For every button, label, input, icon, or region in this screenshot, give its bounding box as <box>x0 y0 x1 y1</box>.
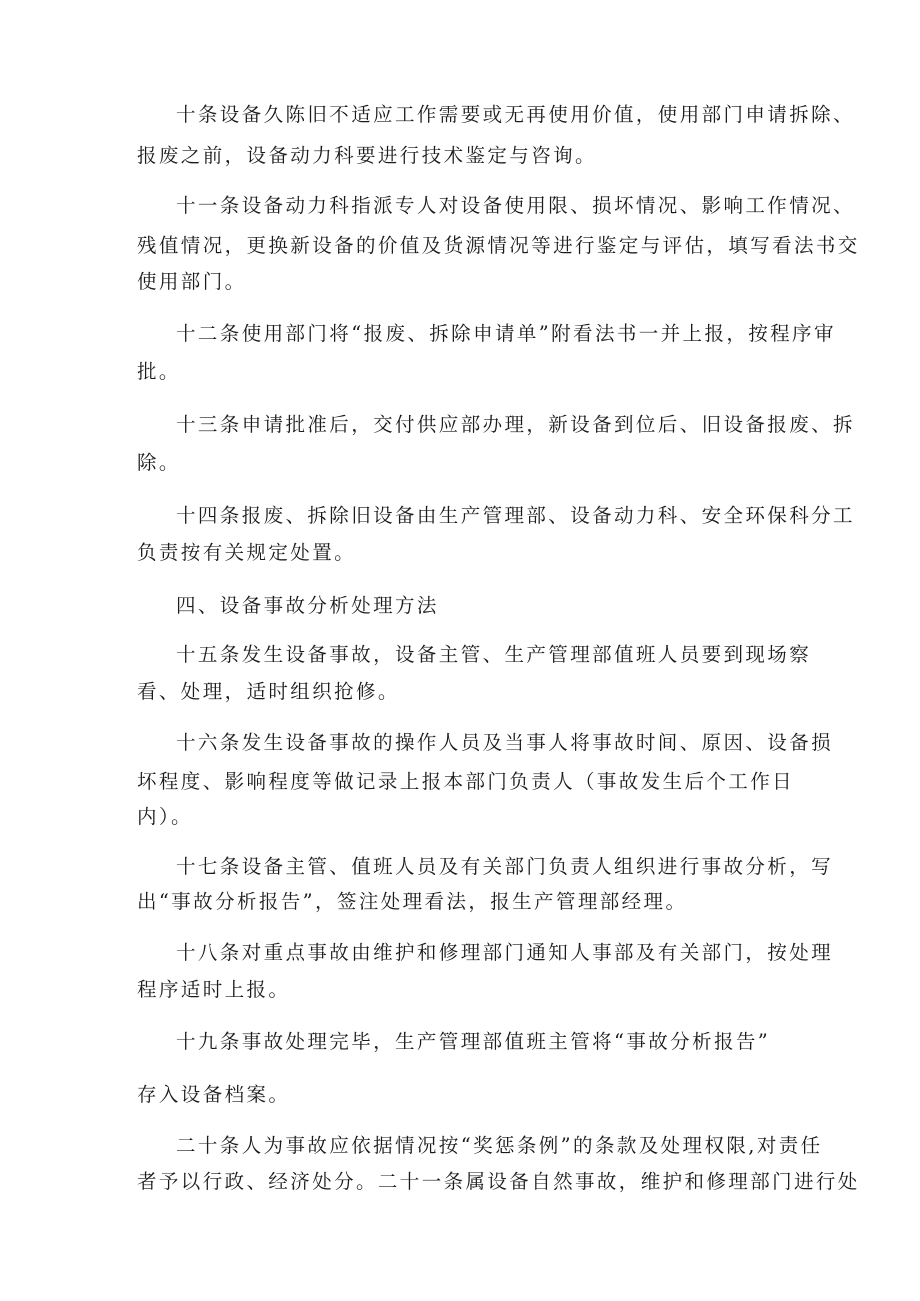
text-line: 残值情况，更换新设备的价值及货源情况等进行鉴定与评估，填写看法书交 <box>137 234 860 257</box>
text-line: 十条设备久陈旧不适应工作需要或无再使用价值，使用部门申请拆除、 <box>176 103 855 126</box>
text-line: 十八条对重点事故由维护和修理部门通知人事部及有关部门，按处理 <box>176 941 834 964</box>
text-line: 看、处理，适时组织抢修。 <box>137 680 400 703</box>
text-line: 坏程度、影响程度等做记录上报本部门负责人（事故发生后个工作日 <box>137 770 795 793</box>
text-line: 十三条申请批准后，交付供应部办理，新设备到位后、旧设备报废、拆 <box>176 413 855 436</box>
text-line: 报废之前，设备动力科要进行技术鉴定与咨询。 <box>137 144 597 167</box>
text-line: 二十条人为事故应依据情况按“奖惩条例”的条款及处理权限,对责任 <box>176 1134 823 1157</box>
text-line: 十四条报废、拆除旧设备由生产管理部、设备动力科、安全环保科分工 <box>176 504 855 527</box>
text-line: 存入设备档案。 <box>137 1083 291 1106</box>
text-line: 除。 <box>137 451 181 474</box>
text-line: 十九条事故处理完毕，生产管理部值班主管将“事故分析报告” <box>176 1030 771 1053</box>
text-line: 十一条设备动力科指派专人对设备使用限、损坏情况、影响工作情况、 <box>176 194 855 217</box>
text-line: 出“事故分析报告”，签注处理看法，报生产管理部经理。 <box>137 890 688 913</box>
text-line: 十七条设备主管、值班人员及有关部门负责人组织进行事故分析，写 <box>176 855 834 878</box>
text-line: 使用部门。 <box>137 270 247 293</box>
text-line: 十二条使用部门将“报废、拆除申请单”附看法书一并上报，按程序审 <box>176 322 836 345</box>
text-line: 内）。 <box>137 805 193 828</box>
section-heading: 四、设备事故分析处理方法 <box>176 594 439 617</box>
text-line: 程序适时上报。 <box>137 978 291 1001</box>
text-line: 负责按有关规定处置。 <box>137 541 357 564</box>
text-line: 者予以行政、经济处分。二十一条属设备自然事故，维护和修理部门进行处 <box>137 1170 860 1193</box>
text-line: 批。 <box>137 360 181 383</box>
text-line: 十六条发生设备事故的操作人员及当事人将事故时间、原因、设备损 <box>176 731 834 754</box>
text-line: 十五条发生设备事故，设备主管、生产管理部值班人员要到现场察 <box>176 643 812 666</box>
